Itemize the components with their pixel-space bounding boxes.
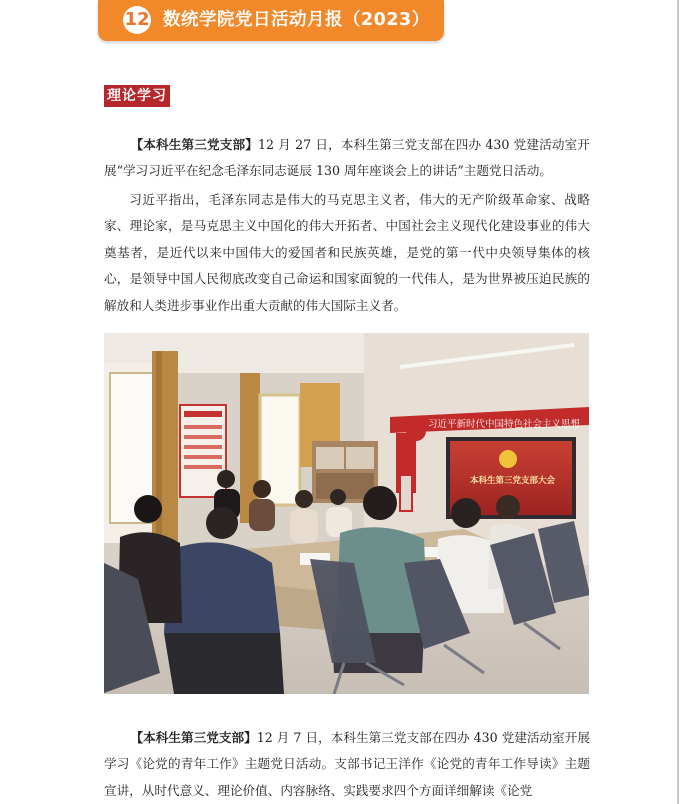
screen-title: 本科生第三党支部大会 (470, 476, 556, 486)
paragraph-text: 12 月 7 日，本科生第三党支部在四办 430 党建活动室开展学习《论党的青年工作》主题党日活动。支部书记王洋作《论党的青年工作导读》主题宣讲，从时代意义、理论价值、内容脉络、实践要求四个方面详细解读《论党 (104, 730, 591, 798)
branch-label: 【本科生第三党支部】 (130, 137, 259, 152)
wall-slogan: 习近平新时代中国特色社会主义思想 (428, 419, 581, 430)
article-paragraph-2 (104, 187, 590, 319)
page-title: 数统学院党日活动月报（2023） (163, 10, 430, 30)
article-paragraph-1 (104, 132, 590, 185)
section-tag: 理论学习 (104, 85, 170, 107)
meeting-photo (104, 333, 589, 694)
paragraph-text: 12 月 27 日，本科生第三党支部在四办 430 党建活动室开展“学习习近平在纪念毛泽东同志诞辰 130 周年座谈会上的讲话”主题党日活动。 (104, 137, 590, 179)
branch-label: 【本科生第三党支部】 (130, 730, 257, 745)
page-edge-rule (677, 0, 679, 804)
paragraph-text: 习近平指出，毛泽东同志是伟大的马克思主义者，伟大的无产阶级革命家、战略家、理论家，是马克思主义中国化的伟大开拓者、中国社会主义现代化建设事业的伟大奠基者，是近代以来中国伟大的爱国者和民族英雄，是党的第一代中央领导集体的核心，是领导中国人民彻底改变自己命运和国家面貌的一代伟人，是为世界被压迫民族的解放和人类进步事业作出重大贡献的伟大国际主义者。 (104, 192, 590, 313)
issue-number-badge: 12 (123, 6, 151, 34)
article-paragraph-3 (104, 725, 590, 804)
